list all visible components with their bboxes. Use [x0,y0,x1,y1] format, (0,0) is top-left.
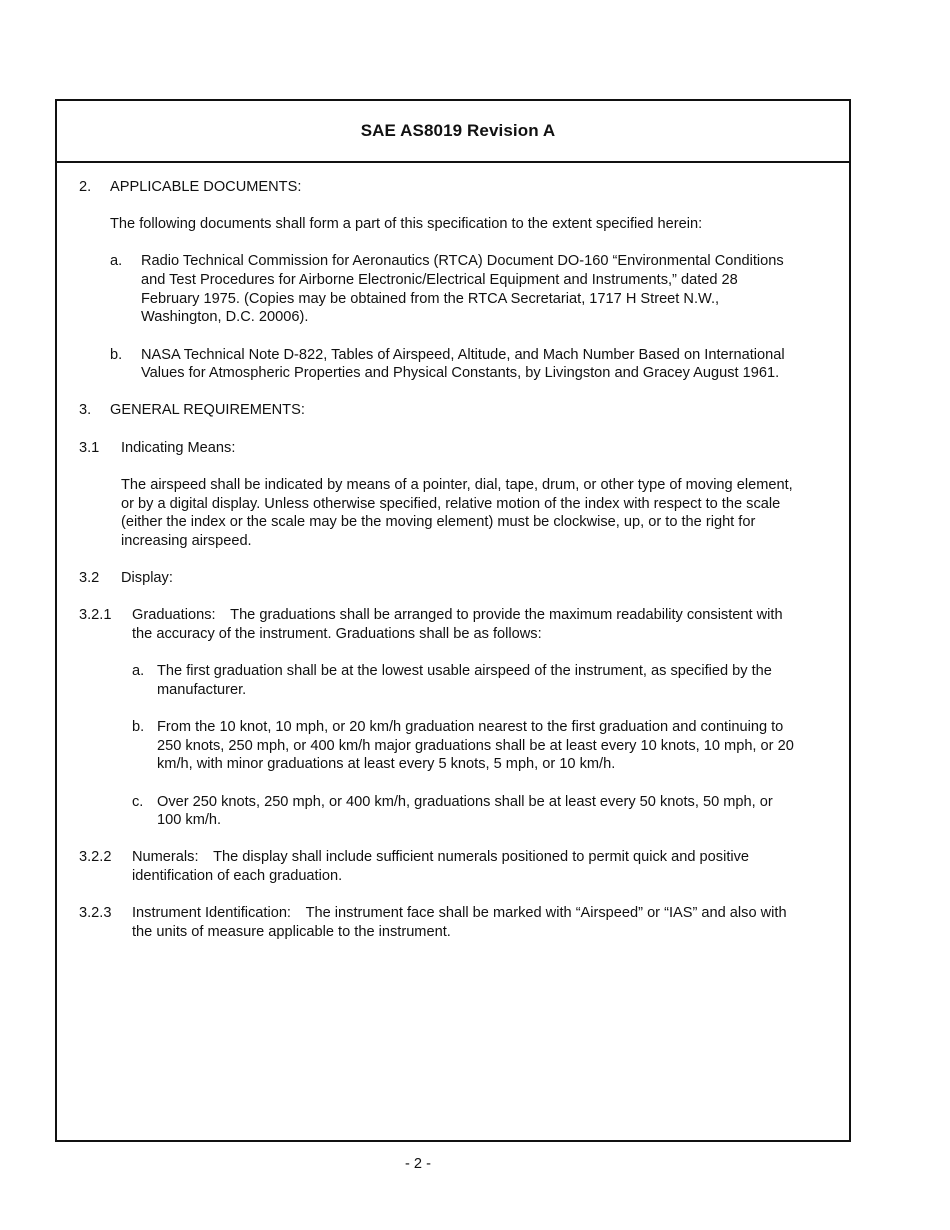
section-3-2-2-number: 3.2.2 [79,849,112,865]
document-header [57,101,849,163]
section-3-number: 3. [79,402,92,418]
section-3-2-1-item-c-line: 100 km/h. [157,812,222,828]
section-3-1-line: The airspeed shall be indicated by means of a pointer, dial, tape, drum, or other type of moving element, [121,477,793,493]
section-2-item-a-line: and Test Procedures for Airborne Electronic/Electrical Equipment and Instruments,” dated 28 [141,272,738,288]
document-title: SAE AS8019 Revision A [360,121,556,140]
section-3-2-3-line: the units of measure applicable to the instrument. [132,924,451,940]
section-2-item-b-line: NASA Technical Note D-822, Tables of Airspeed, Altitude, and Mach Number Based on International [141,347,785,363]
section-3-2-2-line: Numerals: The display shall include sufficient numerals positioned to permit quick and positive [132,849,750,865]
section-2-intro: The following documents shall form a part of this specification to the extent specified herein: [110,216,703,232]
section-3-1-line: (either the index or the scale may be the moving element) must be clockwise, up, or to the right for [121,514,756,530]
section-3-2-3-number: 3.2.3 [79,905,112,921]
section-2-item-a-label: a. [110,253,123,269]
section-3-2-1-item-a-line: manufacturer. [157,682,247,698]
section-2-item-a-line: Radio Technical Commission for Aeronautics (RTCA) Document DO-160 “Environmental Conditions [141,253,784,269]
section-3-2-3-line: Instrument Identification: The instrument face shall be marked with “Airspeed” or “IAS” and also with [132,905,787,921]
section-3-2-2-line: identification of each graduation. [132,868,343,884]
section-3-1-heading: Indicating Means: [121,440,236,456]
section-3-2-number: 3.2 [79,570,100,586]
section-3-2-1-number: 3.2.1 [79,607,112,623]
section-3-2-1-item-b-label: b. [132,719,145,735]
section-2-item-a-line: February 1975. (Copies may be obtained from the RTCA Secretariat, 1717 H Street N.W., [141,291,720,307]
page-frame [55,99,851,1142]
section-3-heading: GENERAL REQUIREMENTS: [110,402,305,418]
section-3-2-1-line: the accuracy of the instrument. Graduations shall be as follows: [132,626,542,642]
section-2-item-a-line: Washington, D.C. 20006). [141,309,309,325]
section-3-2-1-item-c-label: c. [132,794,144,810]
section-3-2-1-item-b-line: From the 10 knot, 10 mph, or 20 km/h graduation nearest to the first graduation and continuing to [157,719,784,735]
section-3-1-line: or by a digital display. Unless otherwise specified, relative motion of the index with respect to the scale [121,496,781,512]
section-3-2-1-item-a-line: The first graduation shall be at the lowest usable airspeed of the instrument, as specified by the [157,663,772,679]
section-2-item-b-label: b. [110,347,123,363]
section-3-2-heading: Display: [121,570,173,586]
section-3-1-number: 3.1 [79,440,100,456]
section-2-number: 2. [79,179,92,195]
section-3-2-1-item-b-line: km/h, with minor graduations at least every 5 knots, 5 mph, or 10 km/h. [157,756,616,772]
section-3-2-1-item-a-label: a. [132,663,145,679]
page-number: - 2 - [405,1156,431,1172]
section-3-2-1-item-b-line: 250 knots, 250 mph, or 400 km/h major graduations shall be at least every 10 knots, 10 mph, or 20 [157,738,794,754]
section-3-2-1-item-c-line: Over 250 knots, 250 mph, or 400 km/h, graduations shall be at least every 50 knots, 50 mph, or [157,794,773,810]
section-3-1-line: increasing airspeed. [121,533,252,549]
section-2-heading: APPLICABLE DOCUMENTS: [110,179,302,195]
section-2-item-b-line: Values for Atmospheric Properties and Physical Constants, by Livingston and Gracey August 1961. [141,365,780,381]
section-3-2-1-line: Graduations: The graduations shall be arranged to provide the maximum readability consistent with [132,607,783,623]
